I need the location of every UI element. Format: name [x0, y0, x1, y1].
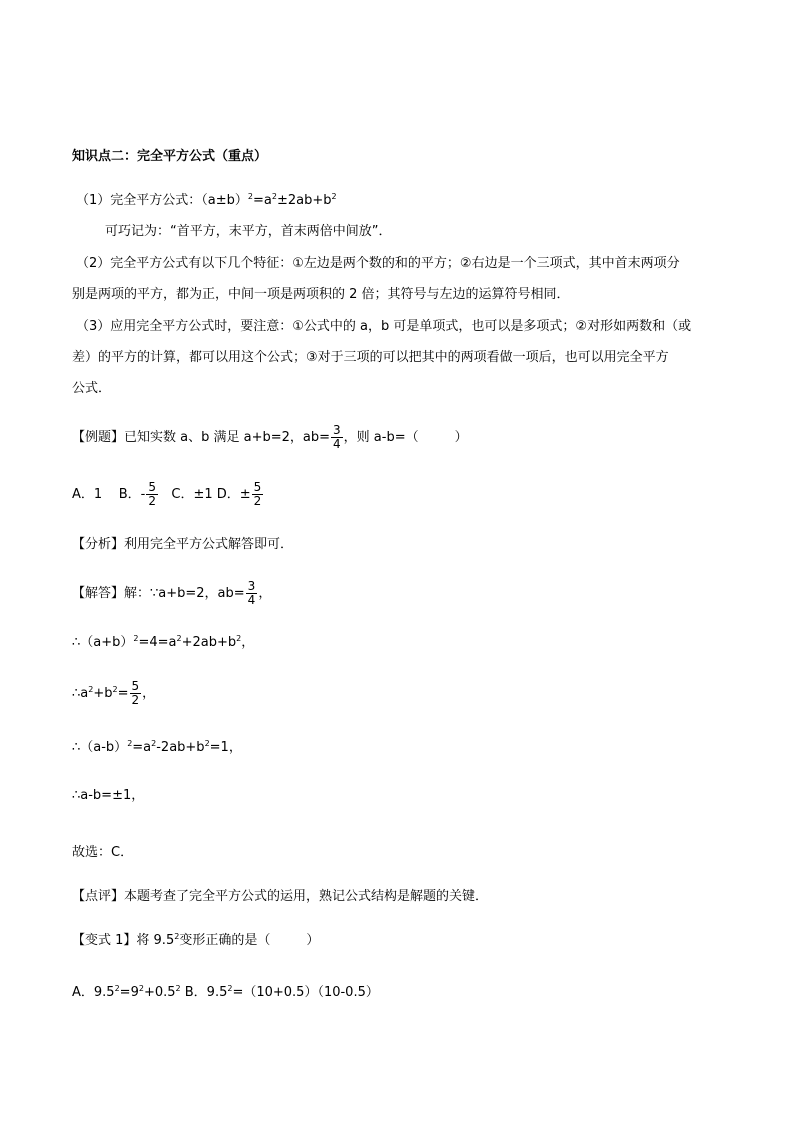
comment-line: 【点评】本题考查了完全平方公式的运用，熟记公式结构是解题的关键．: [72, 889, 489, 904]
example-question: 【例题】已知实数 a、b 满足 a+b=2，ab= $\frac{3}{4}$ ，则 a-b=（ ）: [72, 423, 468, 451]
variant-options: [72, 983, 379, 1003]
option-b: B．$9.5^2=(10+0.5)(10-0.5)$: [184, 984, 379, 1000]
solution-step-1: $\therefore(a+b)^2=4=a^2+2ab+b^2$，: [72, 634, 255, 650]
fraction: $\frac{5}{2}$: [253, 480, 262, 508]
analysis-line: 【分析】利用完全平方公式解答即可．: [72, 537, 294, 552]
fraction: $\frac{3}{4}$: [333, 423, 341, 451]
option-d: D．± $\frac{5}{2}$: [216, 480, 262, 508]
option-a: A．$9.5^2=9^2+0.5^2$: [72, 984, 181, 1000]
section-heading: 知识点二：完全平方公式（重点）: [72, 149, 268, 164]
variant-question: 【变式 1】将 $9.5^2$变形正确的是（ ）: [72, 932, 320, 948]
fraction: $\frac{3}{4}$: [247, 579, 256, 607]
note-line-2: 差）的平方的计算，都可以用这个公式；③对于三项的可以把其中的两项看做一项后，也可以用完全平方: [72, 350, 669, 365]
mnemonic-line: 可巧记为：“首平方，末平方，首末两倍中间放”．: [105, 224, 392, 239]
solution-line: 【解答】解：∵a+b=2，ab= $\frac{3}{4}$ ，: [72, 579, 272, 607]
fraction: $\frac{5}{2}$: [148, 480, 156, 508]
feature-line-2: 别是两项的平方，都为正，中间一项是两项积的 2 倍；其符号与左边的运算符号相同．: [72, 287, 570, 302]
solution-step-3: $\therefore(a-b)^2=a^2-2ab+b^2=1$，: [72, 739, 242, 755]
option-b: B．- $\frac{5}{2}$: [118, 480, 156, 508]
feature-line-1: （2）完全平方公式有以下几个特征：①左边是两个数的和的平方；②右边是一个三项式，其中首末两项分: [76, 256, 680, 271]
note-line-3: 公式．: [72, 381, 112, 396]
answer-line: 故选：C．: [72, 845, 134, 860]
example-options: [72, 481, 264, 508]
option-c: C．±1: [171, 487, 213, 502]
formula-line: （1）完全平方公式：$(a\pm b)^2=a^2\pm 2ab+b^2$: [76, 192, 337, 208]
fraction: $\frac{5}{2}$: [131, 679, 140, 707]
solution-step-4: ∴a-b=±1，: [72, 788, 145, 803]
solution-step-2: $\therefore a^2+b^2=$ $\frac{5}{2}$ ，: [72, 679, 156, 707]
option-a: A．1: [72, 487, 103, 502]
note-line-1: （3）应用完全平方公式时，要注意：①公式中的 a，b 可是单项式，也可以是多项式；②对形如两数和（或: [76, 319, 692, 334]
